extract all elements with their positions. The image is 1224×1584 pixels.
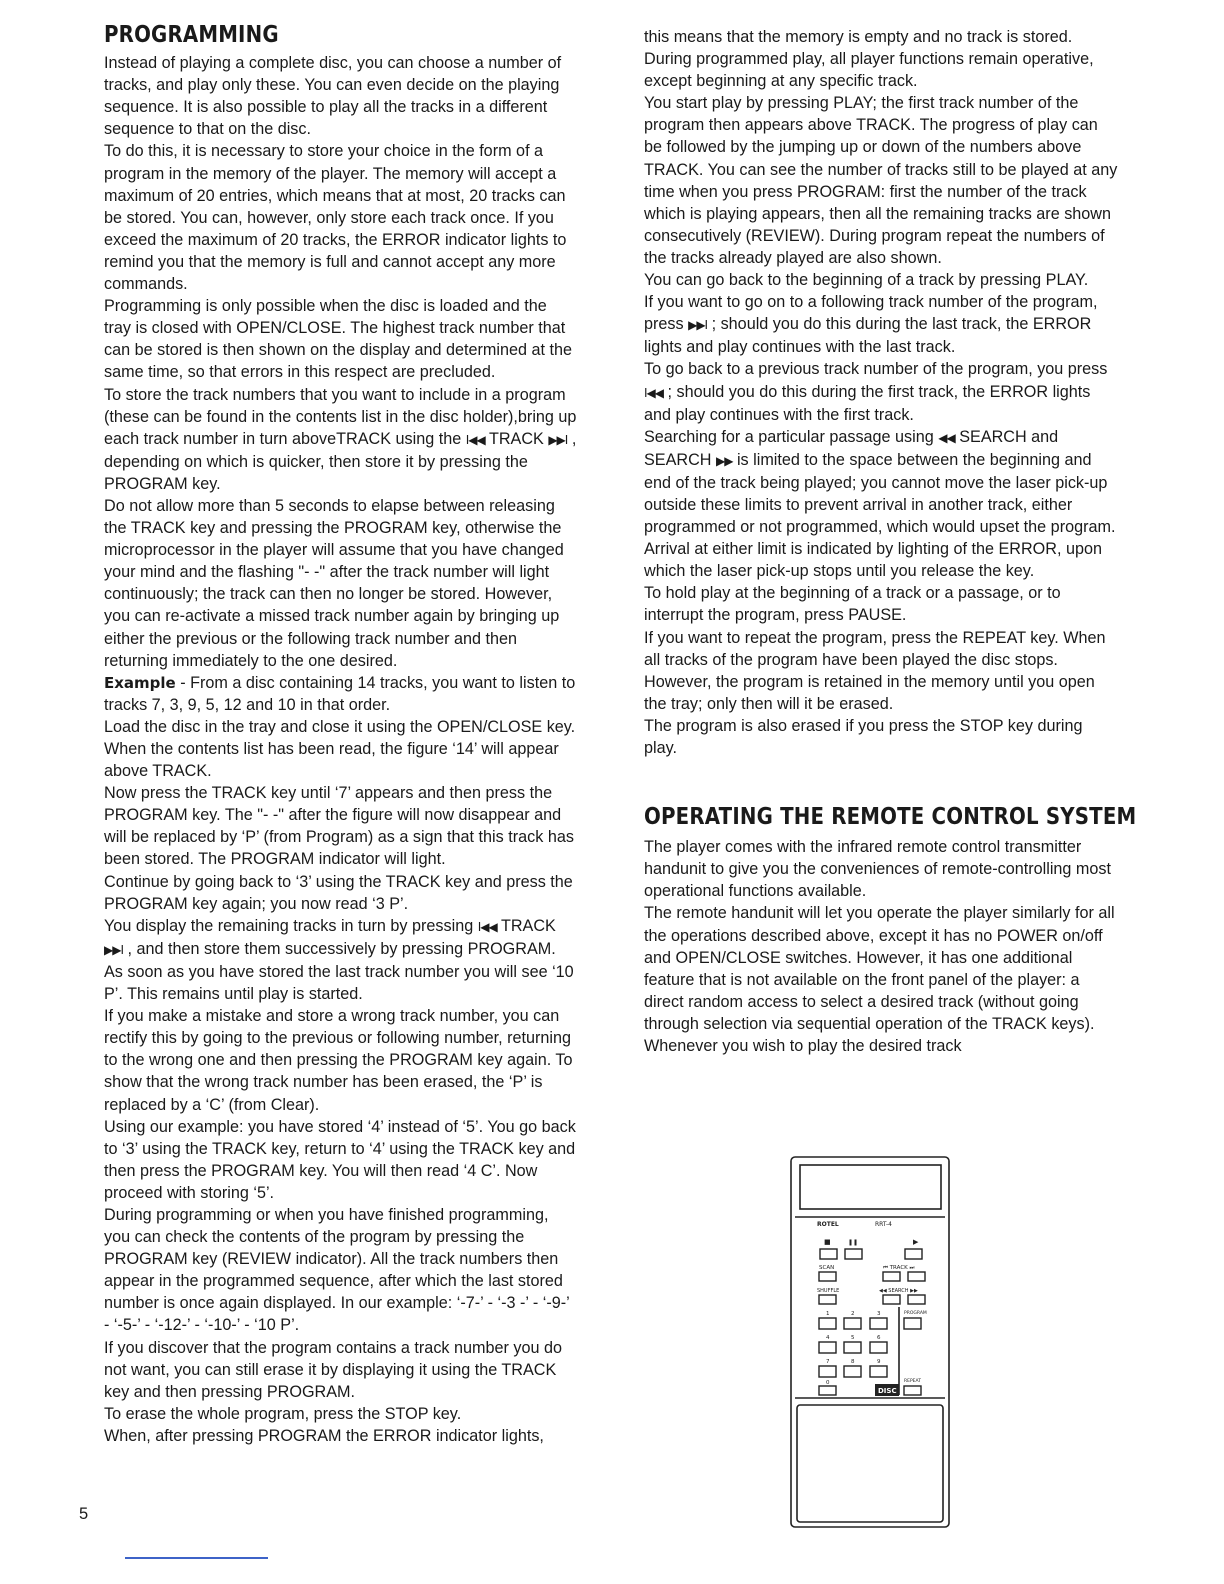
scan-label: SCAN bbox=[819, 1265, 835, 1271]
prev-track-icon: I◀◀ bbox=[644, 385, 663, 400]
programming-column bbox=[104, 22, 578, 1447]
repeat-button bbox=[904, 1386, 921, 1395]
num-4-button bbox=[819, 1342, 836, 1353]
track-next-button bbox=[908, 1272, 925, 1281]
programming-para-9: Now press the TRACK key until ‘7’ appears and then press the PROGRAM key. The "- -" after the figure will now disappear and will be replaced by ‘P’ (from Program) as a sign that this track has been stored. The PROGRAM indicator will light. bbox=[104, 784, 574, 869]
programming-heading: PROGRAMMING bbox=[104, 22, 279, 48]
right-para-10: The program is also erased if you press the STOP key during play. bbox=[644, 716, 1083, 757]
num-7-label: 7 bbox=[826, 1359, 830, 1365]
num-6-button bbox=[870, 1342, 887, 1353]
right-para-4: You can go back to the beginning of a track by pressing PLAY. bbox=[644, 271, 1089, 290]
num-9-label: 9 bbox=[877, 1359, 881, 1365]
search-forward-button bbox=[908, 1295, 925, 1304]
programming-para-15: If you discover that the program contains a track number you do not want, you can still erase it by displaying it using the TRACK key and then pressing PROGRAM. bbox=[104, 1338, 562, 1401]
num-2-label: 2 bbox=[851, 1311, 855, 1317]
next-track-icon: ▶▶I bbox=[548, 432, 568, 447]
programming-para-6 bbox=[104, 672, 578, 716]
right-para-7 bbox=[644, 426, 1118, 583]
repeat-label: REPEAT bbox=[904, 1379, 922, 1384]
programming-para-2: To do this, it is necessary to store your choice in the form of a program in the memory of the player. The memory will accept a maximum of 20 entries, which means that at most, 20 tracks can be stored. You can, however, only store each track once. If you exceed the maximum of 20 tracks, the ERROR indicator lights to remind you that the memory is full and cannot accept any more commands. bbox=[104, 142, 567, 294]
next-track-icon: ▶▶I bbox=[104, 942, 123, 957]
program-label: PROGRAM bbox=[904, 1311, 927, 1316]
right-para-6-text-b: ; should you do this during the first track, the ERROR lights and play continues with the first track. bbox=[644, 382, 1091, 424]
num-1-button bbox=[819, 1318, 836, 1329]
remote-display-window bbox=[800, 1165, 941, 1209]
remote-model-label: RRT-4 bbox=[875, 1221, 892, 1228]
num-0-button bbox=[819, 1386, 836, 1395]
num-3-button bbox=[870, 1318, 887, 1329]
pause-icon: ❚❚ bbox=[848, 1239, 859, 1246]
num-9-button bbox=[870, 1366, 887, 1377]
programming-para-5: Do not allow more than 5 seconds to elapse between releasing the TRACK key and pressing the PROGRAM key, otherwise the microprocessor in the player will assume that you have changed your mind and the flashing "- -" after the track number will light continuously; the track can then no longer be stored. However, you can re-activate a missed track number again by bringing up either the previous or the following track number and then returning immediately to the one desired. bbox=[104, 496, 564, 670]
prev-track-icon: I◀◀ bbox=[477, 919, 497, 934]
num-8-label: 8 bbox=[851, 1359, 855, 1365]
programming-para-12: If you make a mistake and store a wrong track number, you can rectify this by going to the previous or following number, returning to the wrong one and then pressing the PROGRAM key again. To show that the wrong track number has been erased, the ‘P’ is replaced by a ‘C’ (from Clear). bbox=[104, 1007, 573, 1114]
right-para-1: this means that the memory is empty and no track is stored. bbox=[644, 28, 1073, 46]
shuffle-button bbox=[819, 1295, 836, 1304]
para-11-text-b: TRACK bbox=[500, 916, 556, 935]
para-11-text-c: , and then store them successively by pressing PROGRAM. As soon as you have stored the last track number you will see ‘10 P’. This remains until play is started. bbox=[104, 939, 574, 1004]
right-para-9: If you want to repeat the program, press the REPEAT key. When all tracks of the program have been played the disc stops. However, the program is retained in the memory until you open the tray; only then will it be erased. bbox=[644, 628, 1106, 713]
search-forward-icon: ▶▶ bbox=[715, 453, 733, 468]
remote-para-1: The player comes with the infrared remote control transmitter handunit to give you the conveniences of remote-controlling most operational functions available. bbox=[644, 838, 1112, 901]
search-label: ◀◀ SEARCH ▶▶ bbox=[879, 1288, 918, 1294]
page-number: 5 bbox=[79, 1505, 89, 1523]
play-icon: ▶ bbox=[913, 1238, 919, 1246]
remote-heading: OPERATING THE REMOTE CONTROL SYSTEM bbox=[644, 804, 1137, 831]
bottom-rule bbox=[125, 1557, 268, 1559]
program-button bbox=[904, 1318, 921, 1329]
right-para-6-text-a: To go back to a previous track number of the program, you press bbox=[644, 360, 1108, 379]
stop-icon: ■ bbox=[824, 1238, 831, 1246]
scan-button bbox=[819, 1272, 836, 1281]
right-para-8: To hold play at the beginning of a track or a passage, or to interrupt the program, press PAUSE. bbox=[644, 584, 1061, 625]
right-column bbox=[644, 26, 1137, 1057]
remote-para-2: The remote handunit will let you operate the player similarly for all the operations described above, except it has no POWER on/off and OPEN/CLOSE switches. However, it has one additional feature that is not available on the front panel of the player: a direct random access to select a desired track (without going through selection via sequential operation of the TRACK keys). Whenever you wish to play the desired track bbox=[644, 904, 1115, 1056]
shuffle-label: SHUFFLE bbox=[817, 1288, 840, 1294]
search-back-button bbox=[883, 1295, 900, 1304]
programming-para-1: Instead of playing a complete disc, you can choose a number of tracks, and play only these. You can even decide on the playing sequence. It is also possible to play all the tracks in a different sequence to that on the disc. bbox=[104, 54, 562, 139]
right-para-7-text-b: SEARCH and SEARCH bbox=[644, 427, 1059, 469]
num-2-button bbox=[844, 1318, 861, 1329]
next-track-icon: ▶▶I bbox=[688, 318, 708, 333]
compact-disc-logo-text: DISC bbox=[878, 1387, 897, 1395]
programming-para-13: Using our example: you have stored ‘4’ instead of ‘5’. You go back to ‘3’ using the TRACK key, return to ‘4’ using the TRACK key and then press the PROGRAM key. You will then read ‘4 C’. Now proceed with storing ‘5’. bbox=[104, 1117, 576, 1202]
num-3-label: 3 bbox=[877, 1311, 881, 1317]
num-4-label: 4 bbox=[826, 1335, 830, 1341]
para-11-text-a: You display the remaining tracks in turn by pressing bbox=[104, 916, 474, 935]
right-para-5 bbox=[644, 291, 1118, 358]
stop-button bbox=[820, 1249, 837, 1259]
pause-button bbox=[845, 1249, 862, 1259]
programming-para-4 bbox=[104, 384, 578, 495]
right-para-5-text-b: ; should you do this during the last track, the ERROR lights and play continues with the last track. bbox=[644, 315, 1092, 357]
programming-para-16: To erase the whole program, press the STOP key. bbox=[104, 1404, 462, 1423]
example-label: Example bbox=[104, 673, 176, 692]
prev-track-icon: I◀◀ bbox=[465, 432, 485, 447]
num-5-button bbox=[844, 1342, 861, 1353]
num-6-label: 6 bbox=[877, 1335, 881, 1341]
track-prev-button bbox=[883, 1272, 900, 1281]
right-para-2: During programmed play, all player functions remain operative, except beginning at any specific track. bbox=[644, 50, 1094, 91]
para-6-text: - From a disc containing 14 tracks, you want to listen to tracks 7, 3, 9, 5, 12 and 10 in that order. bbox=[104, 673, 576, 714]
para-4-text-c: , depending on which is quicker, then store it by pressing the PROGRAM key. bbox=[104, 429, 577, 493]
num-7-button bbox=[819, 1366, 836, 1377]
num-5-label: 5 bbox=[851, 1335, 855, 1341]
programming-para-3: Programming is only possible when the disc is loaded and the tray is closed with OPEN/CLOSE. The highest track number that can be stored is then shown on the display and determined at the same time, so that errors in this respect are precluded. bbox=[104, 297, 572, 382]
right-para-7-text-a: Searching for a particular passage using bbox=[644, 427, 934, 446]
programming-para-11 bbox=[104, 915, 578, 1005]
num-1-label: 1 bbox=[826, 1311, 830, 1317]
programming-para-17: When, after pressing PROGRAM the ERROR indicator lights, bbox=[104, 1426, 544, 1445]
remote-brand-logo: ROTEL bbox=[817, 1221, 839, 1228]
num-8-button bbox=[844, 1366, 861, 1377]
right-para-6 bbox=[644, 358, 1118, 425]
right-para-3: You start play by pressing PLAY; the first track number of the program then appears above TRACK. The progress of play can be followed by the jumping up or down of the numbers above TRACK. You can see the number of tracks still to be played at any time when you press PROGRAM: first the number of the track which is playing appears, then all the remaining tracks are shown consecutively (REVIEW). During program repeat the numbers of the tracks already played are also shown. bbox=[644, 94, 1118, 267]
play-button bbox=[905, 1249, 922, 1259]
remote-control-illustration bbox=[789, 1155, 951, 1530]
track-label: ⏮ TRACK ⏭ bbox=[883, 1265, 915, 1271]
para-4-text-a: To store the track numbers that you want to include in a program (these can be found in the contents list in the disc holder),bring up each track number in turn aboveTRACK using the bbox=[104, 385, 577, 448]
programming-para-10: Continue by going back to ‘3’ using the TRACK key and press the PROGRAM key again; you now read ‘3 P’. bbox=[104, 872, 573, 913]
right-para-5-text-a: If you want to go on to a following track number of the program, press bbox=[644, 293, 1098, 334]
programming-para-14: During programming or when you have finished programming, you can check the contents of the program by pressing the PROGRAM key (REVIEW indicator). All the track numbers then appear in the programmed sequence, after which the last stored number is once again displayed. In our example: ‘-7-’ - ‘-3 -’ - ‘-9-’ - ‘-5-’ - ‘-12-’ - ‘-10-’ - ‘10 P’. bbox=[104, 1205, 570, 1335]
para-4-text-b: TRACK bbox=[488, 429, 544, 448]
right-para-7-text-c: is limited to the space between the beginning and end of the track being played; you cannot move the laser pick-up outside these limits to prevent arrival in another track, either programmed or not programmed, which would upset the program. Arrival at either limit is indicated by lighting of the ERROR, upon which the laser pick-up stops until you release the key. bbox=[644, 450, 1116, 581]
programming-para-7: Load the disc in the tray and close it using the OPEN/CLOSE key. bbox=[104, 717, 576, 736]
search-back-icon: ◀◀ bbox=[938, 430, 955, 445]
remote-lower-panel bbox=[797, 1405, 943, 1522]
programming-para-8: When the contents list has been read, the figure ‘14’ will appear above TRACK. bbox=[104, 740, 559, 781]
num-0-label: 0 bbox=[826, 1380, 830, 1386]
